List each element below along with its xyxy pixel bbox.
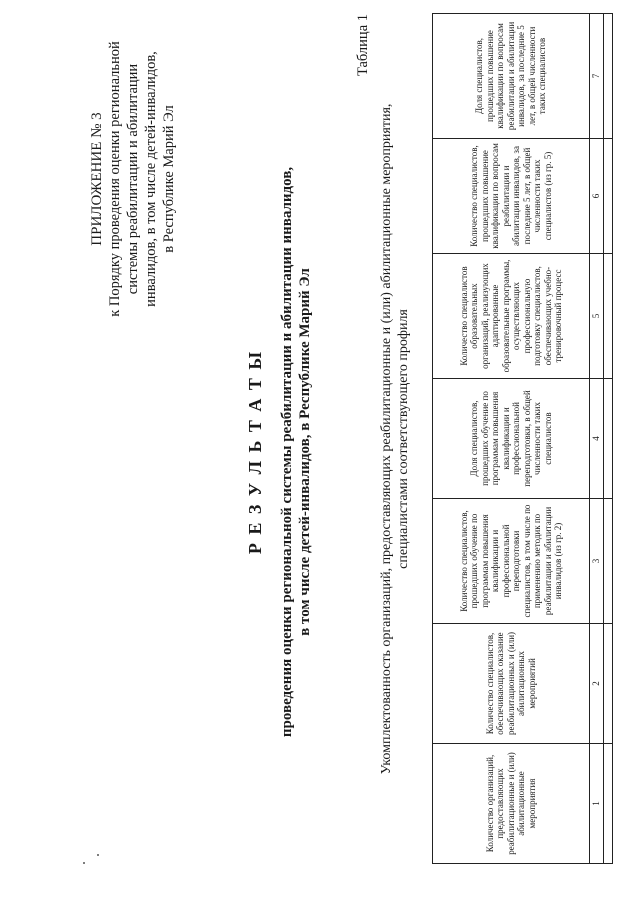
column-header: Количество специалистов, прошедших обучение по программам повышения квалификации и профессиональной переподготовки специалистов, в том числе по применению методик по реабилитации и абилитации инвалидов (из гр. 2) xyxy=(433,499,590,624)
table-cell xyxy=(603,744,612,864)
column-header: Доля специалистов, прошедших обучение по программам повышения квалификации и профессиональной переподготовки, в общей численности таких специалистов xyxy=(433,379,590,499)
table-heading-line: Укомплектованность организаций, предоставляющих реабилитационные и (или) абилитационные мероприятия, xyxy=(379,103,394,775)
scan-speck xyxy=(83,862,85,864)
scan-speck xyxy=(97,854,99,856)
column-header: Количество специалистов, обеспечивающих оказание реабилитационных и (или) абилитационных мероприятий xyxy=(433,624,590,744)
column-number: 7 xyxy=(590,14,604,139)
table-cell xyxy=(603,139,612,254)
table-cell xyxy=(603,379,612,499)
appendix-block xyxy=(88,14,178,344)
column-number: 5 xyxy=(590,254,604,379)
appendix-line: системы реабилитации и абилитации xyxy=(125,63,141,295)
table-cell xyxy=(603,624,612,744)
table-heading-line: специалистами соответствующего профиля xyxy=(396,309,411,569)
table-cell xyxy=(603,254,612,379)
table-caption: Таблица 1 xyxy=(355,14,371,77)
column-number: 4 xyxy=(590,379,604,499)
appendix-title: ПРИЛОЖЕНИЕ № 3 xyxy=(89,112,105,246)
column-header: Количество специалистов образовательных организаций, реализующих адаптированные образовательные программы, осуществляющих профессиональную подготовку специалистов, обеспечивающих учебно-тренировочный процесс xyxy=(433,254,590,379)
document-subtitle-line: в том числе детей-инвалидов, в Республике Марий Эл xyxy=(297,268,313,636)
document-subtitle-line: проведения оценки региональной системы реабилитации и абилитации инвалидов, xyxy=(279,166,295,738)
document-subtitle xyxy=(278,150,314,754)
appendix-line: инвалидов, в том числе детей-инвалидов, xyxy=(143,51,159,307)
column-number: 1 xyxy=(590,744,604,864)
column-header: Доля специалистов, прошедших повышение квалификации по вопросам реабилитации и абилитации инвалидов, за последние 5 лет, в общей численности таких специалистов xyxy=(433,14,590,139)
document-heading: Р Е З У Л Ь Т А Т Ы xyxy=(245,349,265,555)
table-header-row xyxy=(433,14,590,864)
results-table xyxy=(432,13,613,864)
table-heading xyxy=(378,14,412,864)
column-number: 3 xyxy=(590,499,604,624)
table-cell xyxy=(603,14,612,139)
column-number: 2 xyxy=(590,624,604,744)
table-row xyxy=(603,14,612,864)
appendix-line: в Республике Марий Эл xyxy=(161,105,177,253)
column-number-row xyxy=(590,14,604,864)
table-cell xyxy=(603,499,612,624)
column-header: Количество организаций, предоставляющих реабилитационные и (или) абилитационные мероприятия xyxy=(433,744,590,864)
column-number: 6 xyxy=(590,139,604,254)
appendix-line: к Порядку проведения оценки региональной xyxy=(107,41,123,317)
column-header: Количество специалистов, прошедших повышение квалификации по вопросам реабилитации и абилитации инвалидов, за последние 5 лет, в общей численности таких специалистов (из гр. 5) xyxy=(433,139,590,254)
